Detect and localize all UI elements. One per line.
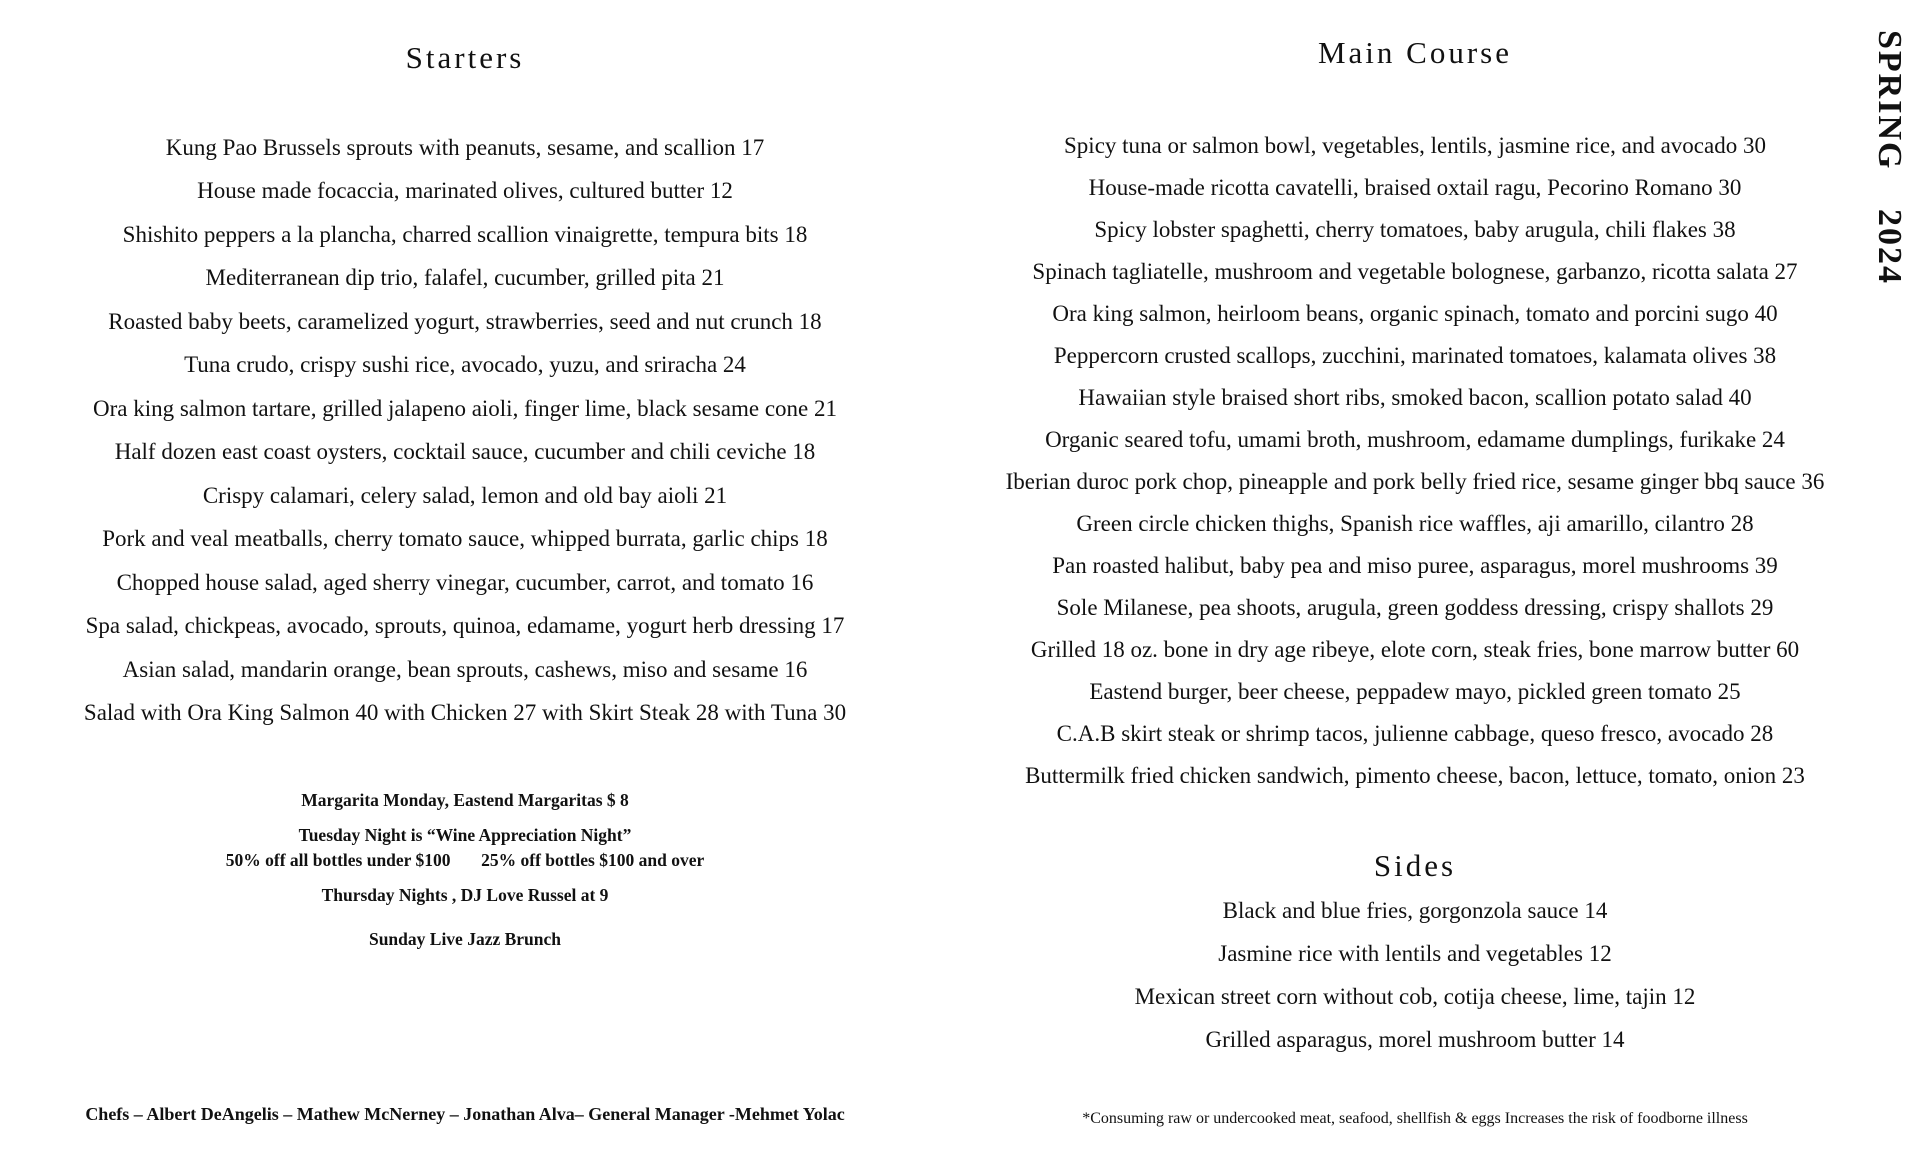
special-tuesday-title: Tuesday Night is “Wine Appreciation Night” bbox=[298, 825, 632, 845]
starter-item: Half dozen east coast oysters, cocktail sauce, cucumber and chili ceviche 18 bbox=[114, 439, 816, 464]
special-margarita: Margarita Monday, Eastend Margaritas $ 8 bbox=[301, 790, 629, 810]
starter-item: Chopped house salad, aged sherry vinegar, cucumber, carrot, and tomato 16 bbox=[116, 570, 814, 595]
sides-heading: Sides bbox=[1373, 848, 1457, 883]
side-item: Black and blue fries, gorgonzola sauce 14 bbox=[1222, 898, 1608, 923]
main-item: C.A.B skirt steak or shrimp tacos, julienne cabbage, queso fresco, avocado 28 bbox=[1056, 721, 1774, 746]
starter-item: Ora king salmon tartare, grilled jalapeno aioli, finger lime, black sesame cone 21 bbox=[92, 396, 838, 421]
food-safety-disclaimer: *Consuming raw or undercooked meat, seafood, shellfish & eggs Increases the risk of foodborne illness bbox=[1082, 1110, 1748, 1127]
main-item: Organic seared tofu, umami broth, mushroom, edamame dumplings, furikake 24 bbox=[1045, 427, 1785, 452]
season-name: SPRING bbox=[1871, 30, 1908, 171]
starter-item: Asian salad, mandarin orange, bean sprouts, cashews, miso and sesame 16 bbox=[122, 657, 808, 682]
starter-item: Spa salad, chickpeas, avocado, sprouts, quinoa, edamame, yogurt herb dressing 17 bbox=[85, 613, 845, 638]
starter-item: Salad with Ora King Salmon 40 with Chicken 27 with Skirt Steak 28 with Tuna 30 bbox=[83, 700, 847, 725]
season-label bbox=[1870, 30, 1908, 285]
starter-item: House made focaccia, marinated olives, cultured butter 12 bbox=[197, 178, 733, 203]
main-item: Pan roasted halibut, baby pea and miso puree, asparagus, morel mushrooms 39 bbox=[1052, 553, 1778, 578]
starter-item: Roasted baby beets, caramelized yogurt, strawberries, seed and nut crunch 18 bbox=[108, 309, 822, 334]
side-item: Jasmine rice with lentils and vegetables 12 bbox=[1218, 941, 1612, 966]
starter-item: Tuna crudo, crispy sushi rice, avocado, yuzu, and sriracha 24 bbox=[184, 352, 746, 377]
main-course-heading: Main Course bbox=[1317, 35, 1512, 70]
season-year: 2024 bbox=[1871, 208, 1908, 285]
staff-credits: Chefs – Albert DeAngelis – Mathew McNerney – Jonathan Alva– General Manager -Mehmet Yolac bbox=[85, 1104, 845, 1124]
main-item: Spinach tagliatelle, mushroom and vegetable bolognese, garbanzo, ricotta salata 27 bbox=[1032, 259, 1798, 284]
main-item: Buttermilk fried chicken sandwich, pimento cheese, bacon, lettuce, tomato, onion 23 bbox=[1025, 763, 1805, 788]
main-item: Peppercorn crusted scallops, zucchini, marinated tomatoes, kalamata olives 38 bbox=[1053, 343, 1777, 368]
starter-item: Crispy calamari, celery salad, lemon and old bay aioli 21 bbox=[202, 483, 728, 508]
side-item: Grilled asparagus, morel mushroom butter 14 bbox=[1205, 1027, 1625, 1052]
side-item: Mexican street corn without cob, cotija cheese, lime, tajin 12 bbox=[1134, 984, 1696, 1009]
main-item: Green circle chicken thighs, Spanish rice waffles, aji amarillo, cilantro 28 bbox=[1076, 511, 1754, 536]
starter-item: Shishito peppers a la plancha, charred scallion vinaigrette, tempura bits 18 bbox=[122, 222, 808, 247]
special-thursday: Thursday Nights , DJ Love Russel at 9 bbox=[321, 885, 609, 905]
special-sunday: Sunday Live Jazz Brunch bbox=[368, 929, 562, 949]
starters-heading: Starters bbox=[405, 40, 525, 75]
main-item: Eastend burger, beer cheese, peppadew mayo, pickled green tomato 25 bbox=[1089, 679, 1741, 704]
starter-item: Mediterranean dip trio, falafel, cucumber, grilled pita 21 bbox=[205, 265, 725, 290]
main-item: Grilled 18 oz. bone in dry age ribeye, elote corn, steak fries, bone marrow butter 60 bbox=[1030, 637, 1800, 662]
main-item: Spicy lobster spaghetti, cherry tomatoes, baby arugula, chili flakes 38 bbox=[1094, 217, 1736, 242]
main-item: Sole Milanese, pea shoots, arugula, green goddess dressing, crispy shallots 29 bbox=[1056, 595, 1774, 620]
main-item: Ora king salmon, heirloom beans, organic spinach, tomato and porcini sugo 40 bbox=[1052, 301, 1778, 326]
main-item: Hawaiian style braised short ribs, smoked bacon, scallion potato salad 40 bbox=[1078, 385, 1752, 410]
main-item: House-made ricotta cavatelli, braised oxtail ragu, Pecorino Romano 30 bbox=[1088, 175, 1742, 200]
starter-item: Pork and veal meatballs, cherry tomato sauce, whipped burrata, garlic chips 18 bbox=[102, 526, 828, 551]
special-tuesday-detail: 50% off all bottles under $100 25% off bottles $100 and over bbox=[225, 850, 705, 870]
main-item: Spicy tuna or salmon bowl, vegetables, lentils, jasmine rice, and avocado 30 bbox=[1064, 133, 1766, 158]
main-item: Iberian duroc pork chop, pineapple and pork belly fried rice, sesame ginger bbq sauce 36 bbox=[1005, 469, 1825, 494]
starter-item: Kung Pao Brussels sprouts with peanuts, sesame, and scallion 17 bbox=[165, 135, 765, 160]
